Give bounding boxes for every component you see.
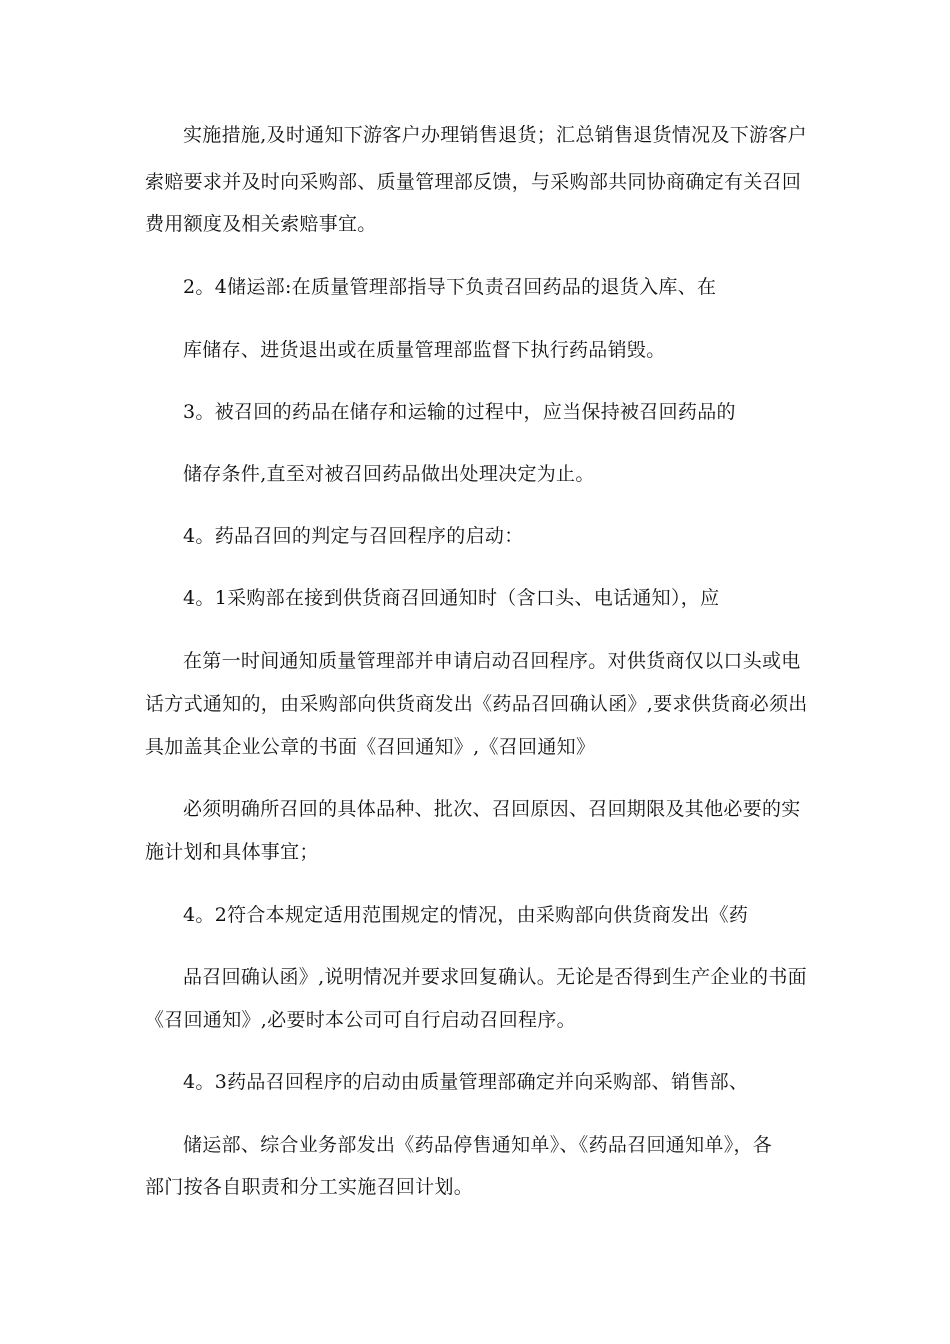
text-line: 4。3药品召回程序的启动由质量管理部确定并向采购部、销售部、 [183, 1071, 749, 1093]
text-line: 实施措施,及时通知下游客户办理销售退货；汇总销售退货情况及下游客户 [183, 124, 807, 146]
text-line: 储运部、综合业务部发出《药品停售通知单》、《药品召回通知单》，各 [183, 1134, 773, 1156]
text-line: 4。1采购部在接到供货商召回通知时（含口头、电话通知），应 [183, 587, 720, 609]
text-line: 《召回通知》,必要时本公司可自行启动召回程序。 [145, 1009, 576, 1031]
text-line: 3。被召回的药品在储存和运输的过程中，应当保持被召回药品的 [183, 401, 736, 423]
text-line: 话方式通知的，由采购部向供货商发出《药品召回确认函》,要求供货商必须出 [145, 693, 808, 715]
text-line: 具加盖其企业公章的书面《召回通知》,《召回通知》 [145, 736, 596, 758]
text-line: 费用额度及相关索赔事宜。 [145, 213, 377, 235]
text-line: 4。药品召回的判定与召回程序的启动： [183, 525, 524, 547]
text-line: 2。4储运部:在质量管理部指导下负责召回药品的退货入库、在 [183, 276, 717, 298]
text-line: 库储存、进货退出或在质量管理部监督下执行药品销毁。 [183, 339, 666, 361]
text-line: 在第一时间通知质量管理部并申请启动召回程序。对供货商仅以口头或电 [183, 650, 801, 672]
text-line: 4。2符合本规定适用范围规定的情况，由采购部向供货商发出《药 [183, 904, 749, 926]
text-line: 品召回确认函》,说明情况并要求回复确认。无论是否得到生产企业的书面 [183, 966, 807, 988]
text-line: 储存条件,直至对被召回药品做出处理决定为止。 [183, 463, 595, 485]
text-line: 部门按各自职责和分工实施召回计划。 [145, 1176, 474, 1198]
text-line: 施计划和具体事宜； [145, 841, 319, 863]
text-line: 必须明确所召回的具体品种、批次、召回原因、召回期限及其他必要的实 [183, 798, 801, 820]
text-line: 索赔要求并及时向采购部、质量管理部反馈，与采购部共同协商确定有关召回 [145, 171, 802, 193]
